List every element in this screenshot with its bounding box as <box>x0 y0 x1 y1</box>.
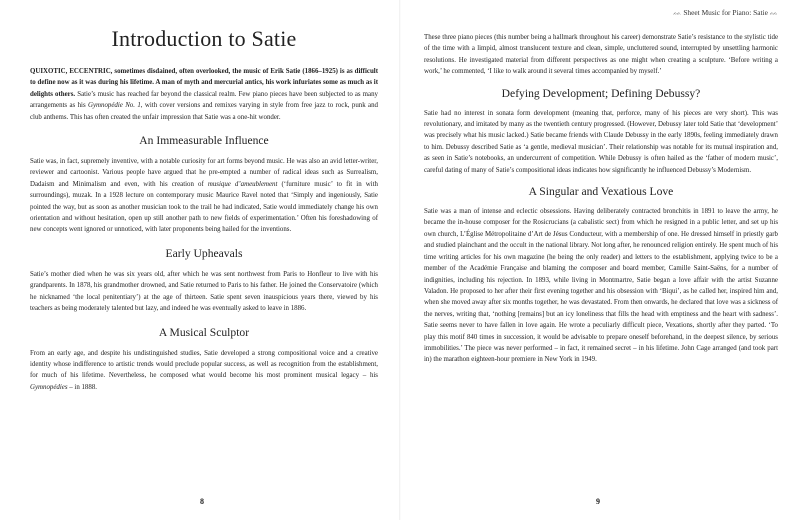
page-number: 8 <box>200 497 204 506</box>
ornament-icon: ᨐ <box>769 9 778 17</box>
intro-bold-text: QUIXOTIC, ECCENTRIC, sometimes disdained, often overlooked, the music of Erik Satie (1866–1925) is as difficult to define now as it was during his lifetime. A man of myth and mercurial antics, his work infuriates some as much as it delights others. <box>30 68 378 98</box>
page-number: 9 <box>596 497 600 506</box>
intro-text-2: with cover versions and remixes varying in style from free jazz to rock, punk and club anthems. This has often created the unfair impression that Satie was a one-hit wonder. <box>30 102 378 121</box>
section-text: – in 1888. <box>67 383 97 391</box>
section-paragraph <box>30 348 378 394</box>
intro-italic-text: Gymnopédie No. 1, <box>88 102 143 110</box>
section-text: Satie’s mother died when he was six years old, after which he was sent northwest from Paris to Honfleur to live with his grandparents. In 1878, his grandmother drowned, and Satie returned to Paris to his father. He joined the Conservatoire (which he nicknamed ‘the local penitentiary’) at the age of thirteen. Satie spent seven inauspicious years there, viewed by his teachers as being moderately talented but lazy, and indeed he was eventually asked to leave in 1886. <box>30 270 378 313</box>
section-heading: Defying Development; Defining Debussy? <box>501 86 701 100</box>
section-heading: A Singular and Vexatious Love <box>528 185 674 199</box>
ornament-icon: ᨐ <box>673 9 682 17</box>
section-paragraph <box>30 156 378 236</box>
running-head <box>424 8 778 18</box>
section-text: From an early age, and despite his undistinguished studies, Satie developed a strong compositional voice and a creative identity whose indifference to artistic trends would preclude popular success, as well as recognition from the establishment, for much of his lifetime. Nevertheless, he composed what would become his most prominent musical legacy – his <box>30 349 378 380</box>
section-italic-text: musique d’ameublement <box>207 180 278 188</box>
section-heading: A Musical Sculptor <box>158 325 250 339</box>
section-paragraph: Satie had no interest in sonata form development (meaning that, perforce, many of his pieces are very short). This was revolutionary, and imitated by many as the twentieth century progressed. (However, Debussy later told Satie that ‘development’ was precisely what his music lacked.) Satie became friends with Claude Debussy in the early 1890s, feeling immediately drawn to him. Debussy described Satie as ‘a gentle, medieval musician’. Their relationship was notable for its mutual inspiration and, as seen in Satie’s notebooks, an undercurrent of competition. While Debussy is often hailed as the ‘father of modern music’, careful dating of many of Satie’s compositional ideas indicates how significantly he influenced Debussy’s Modernism. <box>424 109 778 174</box>
page-title: Introduction to Satie <box>111 26 297 51</box>
section-heading: Early Upheavals <box>165 246 243 260</box>
section-paragraph <box>30 269 378 315</box>
intro-text-1: Satie’s music has reached far beyond the classical realm. Few piano pieces have been subjected to as many arrangements as his <box>30 90 378 110</box>
right-page <box>400 0 800 520</box>
section-text: (‘furniture music’ to fit in with surroundings), muzak. In a 1928 lecture on contemporary music Maurice Ravel noted that ‘Simply and ingeniously, Satie pointed the way, but as soon as another musician took to the trail he had indicated, Satie would immediately change his own orientation and without hesitation, open up still another path to new fields of experimentation.’ Often his foreshadowing of new concepts went ignored or unnoticed, with later proponents being hailed for the inventions. <box>30 180 378 234</box>
section-paragraph: Satie was a man of intense and eclectic obsessions. Having deliberately contracted bronchitis in 1891 to leave the army, he became the in-house composer for the Rosicrucians (a cabalistic sect) from which he resigned in a public letter, and set up his own church, L’Église Métropolitaine d’Art de Jésus Conducteur, with a membership of one. He dressed himself in priestly garb and studied plainchant and the occult in the national library. Not long after, he renounced religion entirely. He spent much of his time writing articles for his own magazine (he being the only reader) and letters to the establishment, applying twice to be a member of the Académie Française and blaming the composer and board member, Camille Saint-Saëns, for a number of indignities, including his rejection. In 1893, while living in Montmartre, Satie began a love affair with the artist Suzanne Valadon. He proposed to her after their first evening together and his obsession with ‘Biqui’, as he called her, inspired him and, when she moved away after six months together, he was devastated. From then onwards, he declared that love was a sickness of the nerves, writing that, ‘nothing [remains] but an icy loneliness that fills the head with emptiness and the heart with sadness’. Satie seems never to have fallen in love again. He wrote a peculiarly difficult piece, Vexations, shortly after they parted. ‘To play this motif 840 times in succession, it would be advisable to prepare oneself beforehand, in the deepest silence, by serious immobilities.’ The piece was never performed – in fact, it remained secret – in his lifetime. John Cage arranged (and took part in) the marathon eighteen-hour premiere in New York in 1949. <box>424 208 778 364</box>
intro-paragraph <box>30 66 378 123</box>
section-heading: An Immeasurable Influence <box>139 134 269 148</box>
section-italic-text: Gymnopédies <box>30 383 68 391</box>
running-head-text: Sheet Music for Piano: Satie <box>683 8 768 17</box>
section-text: Satie was, in fact, supremely inventive, with a notable curiosity for art forms beyond music. He was also an avid letter-writer, reviewer and cartoonist. Various people have argued that he pre-empted a number of radical ideas such as Surrealism, Dadaism and Minimalism and even, with his creation of <box>30 158 378 188</box>
opening-paragraph: These three piano pieces (this number being a hallmark throughout his career) demonstrate Satie’s resistance to the stylistic tide of the time with a limpid, almost translucent texture and clean, simple, uncluttered sound, interrupted by unsettling harmonic resolutions. He investigated material from different perspectives as one might when creating a sculpture. ‘Before writing a work,’ he commented, ‘I like to walk around it several times accompanied by myself.’ <box>424 34 778 76</box>
